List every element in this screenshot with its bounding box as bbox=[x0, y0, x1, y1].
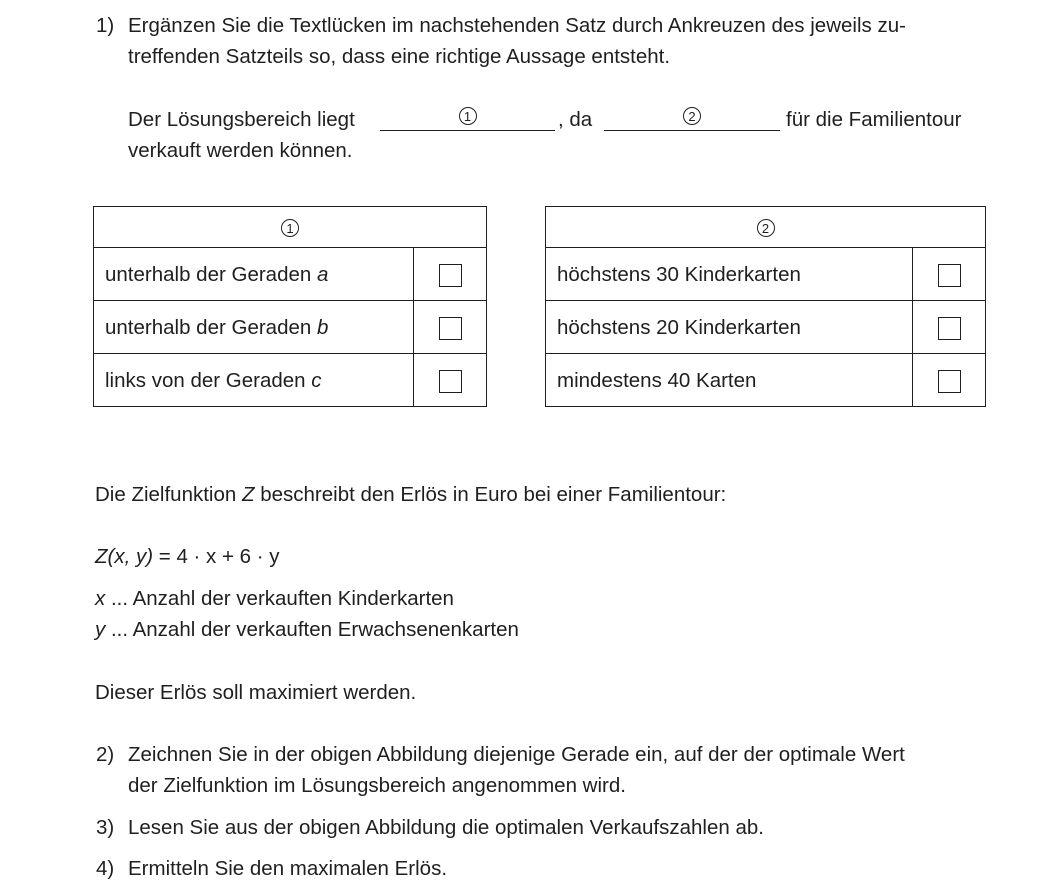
option-checkbox[interactable] bbox=[439, 317, 462, 340]
option-label: höchstens 30 Kinderkarten bbox=[546, 248, 913, 301]
circle-marker-2: 2 bbox=[757, 219, 775, 237]
option-checkbox[interactable] bbox=[938, 317, 961, 340]
table-2-header bbox=[546, 207, 986, 248]
task-1-instruction-line-1: Ergänzen Sie die Textlücken im nachstehenden Satz durch Ankreuzen des jeweils zu- bbox=[128, 14, 906, 37]
task-1-instruction-line-2: treffenden Satzteils so, dass eine richtige Aussage entsteht. bbox=[128, 45, 671, 68]
task-4-number: 4) bbox=[96, 857, 115, 880]
table-row bbox=[546, 301, 986, 354]
option-label: unterhalb der Geraden b bbox=[94, 301, 414, 354]
option-checkbox[interactable] bbox=[938, 370, 961, 393]
option-label: mindestens 40 Karten bbox=[546, 354, 913, 407]
objective-formula: Z(x, y) = 4 · x + 6 · y bbox=[95, 545, 280, 568]
table-row bbox=[546, 354, 986, 407]
task-2-number: 2) bbox=[96, 743, 115, 766]
option-label: höchstens 20 Kinderkarten bbox=[546, 301, 913, 354]
definition-x: x ... Anzahl der verkauften Kinderkarten bbox=[95, 587, 454, 610]
option-checkbox[interactable] bbox=[938, 264, 961, 287]
task-2-line-1: Zeichnen Sie in der obigen Abbildung diejenige Gerade ein, auf der der optimale Wert bbox=[128, 743, 905, 766]
circle-marker-1: 1 bbox=[459, 107, 477, 125]
options-table-2 bbox=[545, 206, 986, 407]
circle-marker-1: 1 bbox=[281, 219, 299, 237]
task-1-number: 1) bbox=[96, 14, 115, 37]
definition-y: y ... Anzahl der verkauften Erwachsenenkarten bbox=[95, 618, 519, 641]
table-row bbox=[94, 301, 487, 354]
blank-2 bbox=[604, 102, 780, 131]
table-row bbox=[546, 248, 986, 301]
option-checkbox[interactable] bbox=[439, 264, 462, 287]
maximize-note: Dieser Erlös soll maximiert werden. bbox=[95, 681, 417, 704]
options-table-1 bbox=[93, 206, 487, 407]
task-3-line-1: Lesen Sie aus der obigen Abbildung die optimalen Verkaufszahlen ab. bbox=[128, 816, 764, 839]
sentence-part-3: für die Familientour bbox=[786, 108, 962, 131]
option-label: links von der Geraden c bbox=[94, 354, 414, 407]
circle-marker-2: 2 bbox=[683, 107, 701, 125]
option-checkbox[interactable] bbox=[439, 370, 462, 393]
task-4-line-1: Ermitteln Sie den maximalen Erlös. bbox=[128, 857, 448, 880]
table-row bbox=[94, 248, 487, 301]
blank-1 bbox=[380, 102, 555, 131]
sentence-line-2: verkauft werden können. bbox=[128, 139, 353, 162]
option-label: unterhalb der Geraden a bbox=[94, 248, 414, 301]
table-1-header bbox=[94, 207, 487, 248]
task-3-number: 3) bbox=[96, 816, 115, 839]
objective-intro: Die Zielfunktion Z beschreibt den Erlös in Euro bei einer Familientour: bbox=[95, 483, 727, 506]
table-row bbox=[94, 354, 487, 407]
task-2-line-2: der Zielfunktion im Lösungsbereich angenommen wird. bbox=[128, 774, 626, 797]
sentence-part-2: , da bbox=[558, 108, 593, 131]
sentence-part-1: Der Lösungsbereich liegt bbox=[128, 108, 355, 131]
